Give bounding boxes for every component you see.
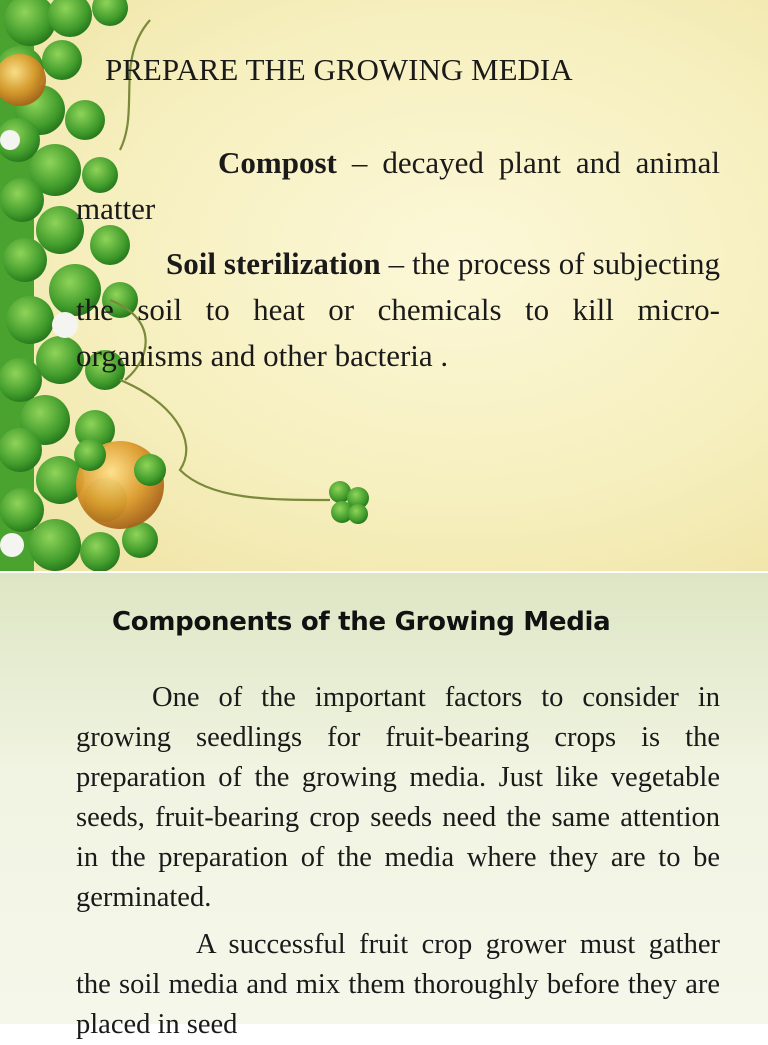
slide2-paragraph-1: One of the important factors to consider in growing seedlings for fruit-bearing crops is the preparation of the growing media. Just like vegetable seeds, fruit-bearing crop seeds need the same attention in the preparation of the media where they are to be germinated. [76, 682, 720, 913]
slide2-title: Components of the Growing Media [112, 607, 611, 637]
compost-definition [76, 140, 720, 232]
soil-sterilization-term: Soil sterilization [166, 246, 381, 281]
slide2-paragraph-2: A successful fruit crop grower must gather the soil media and mix them thoroughly before they are placed in seed [76, 929, 720, 1040]
soil-sterilization-definition-text: – the process of subjecting the soil to heat or chemicals to kill micro-organisms and other bacteria . [76, 246, 720, 373]
compost-term: Compost [218, 145, 337, 180]
compost-definition-text: – decayed plant and animal matter [76, 145, 720, 226]
soil-sterilization-definition [76, 241, 720, 379]
slide1-title: PREPARE THE GROWING MEDIA [105, 52, 573, 87]
